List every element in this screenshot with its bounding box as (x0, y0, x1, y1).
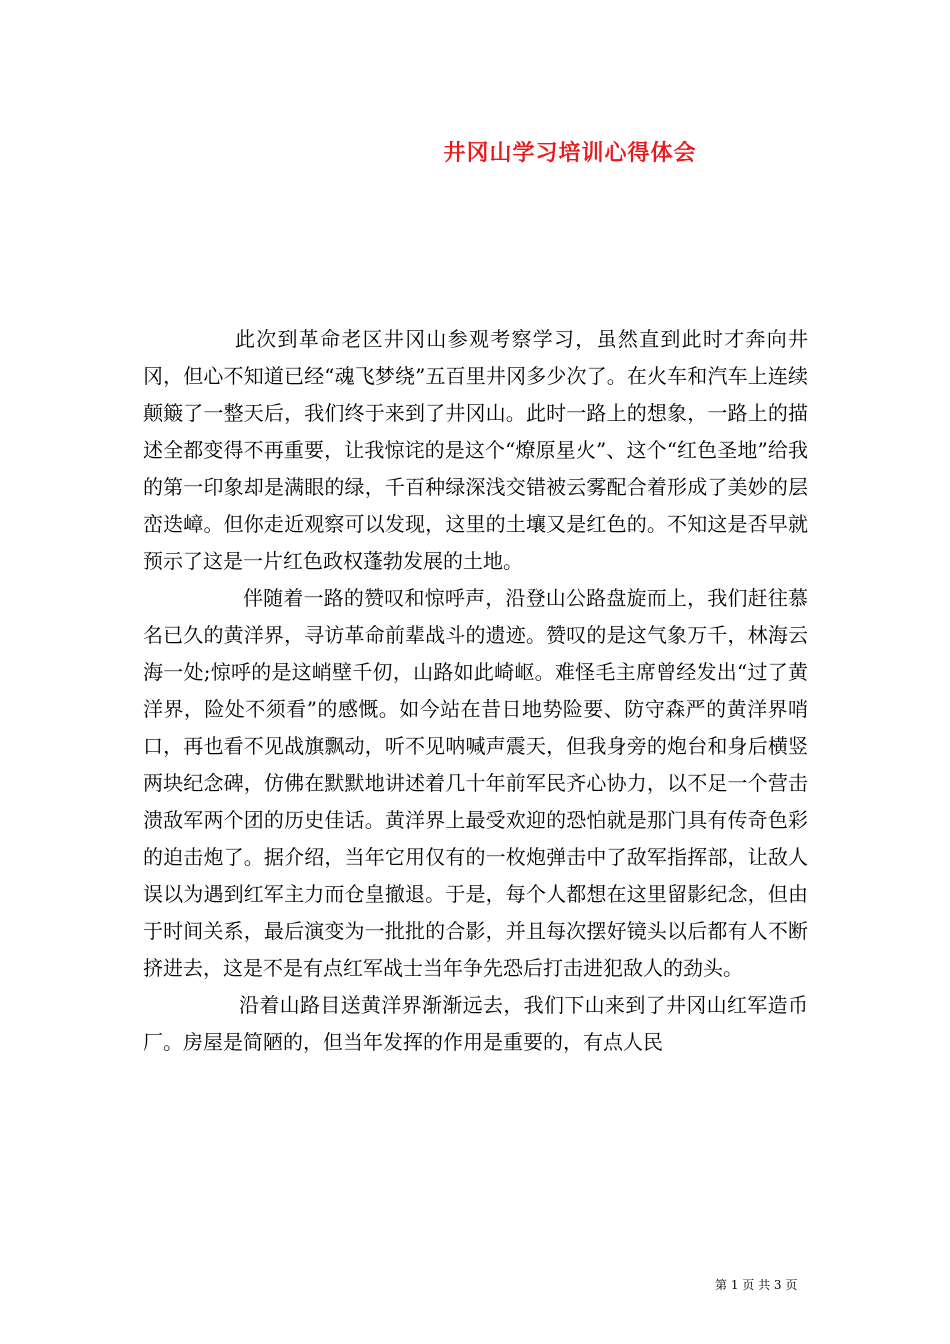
paragraph-3: 沿着山路目送黄洋界渐渐远去，我们下山来到了井冈山红军造币厂。房屋是简陋的，但当年发挥的作用是重要的，有点人民 (143, 993, 808, 1054)
paragraph-2: 伴随着一路的赞叹和惊呼声，沿登山公路盘旋而上，我们赶往慕名已久的黄洋界，寻访革命前辈战斗的遗迹。赞叹的是这气象万千，林海云海一处;惊呼的是这峭壁千仞，山路如此崎岖。难怪毛主席曾经发出“过了黄洋界，险处不须看”的感慨。如今站在昔日地势险要、防守森严的黄洋界哨口，再也看不见战旗飘动，听不见呐喊声震天，但我身旁的炮台和身后横竖两块纪念碑，仿佛在默默地讲述着几十年前军民齐心协力，以不足一个营击溃敌军两个团的历史佳话。黄洋界上最受欢迎的恐怕就是那门具有传奇色彩的迫击炮了。据介绍，当年它用仅有的一枚炮弹击中了敌军指挥部，让敌人误以为遇到红军主力而仓皇撤退。于是，每个人都想在这里留影纪念，但由于时间关系，最后演变为一批批的合影，并且每次摆好镜头以后都有人不断挤进去，这是不是有点红军战士当年争先恐后打击进犯敌人的劲头。 (143, 586, 808, 980)
page-number-footer: 第 1 页 共 3 页 (715, 1278, 798, 1292)
document-title: 井冈山学习培训心得体会 (443, 140, 697, 166)
paragraph-1: 此次到革命老区井冈山参观考察学习，虽然直到此时才奔向井冈，但心不知道已经“魂飞梦绕”五百里井冈多少次了。在火车和汽车上连续颠簸了一整天后，我们终于来到了井冈山。此时一路上的想象，一路上的描述全都变得不再重要，让我惊诧的是这个“燎原星火”、这个“红色圣地”给我的第一印象却是满眼的绿，千百种绿深浅交错被云雾配合着形成了美妙的层峦迭嶂。但你走近观察可以发现，这里的土壤又是红色的。不知这是否早就预示了这是一片红色政权蓬勃发展的土地。 (143, 327, 808, 573)
document-body (143, 321, 808, 1061)
